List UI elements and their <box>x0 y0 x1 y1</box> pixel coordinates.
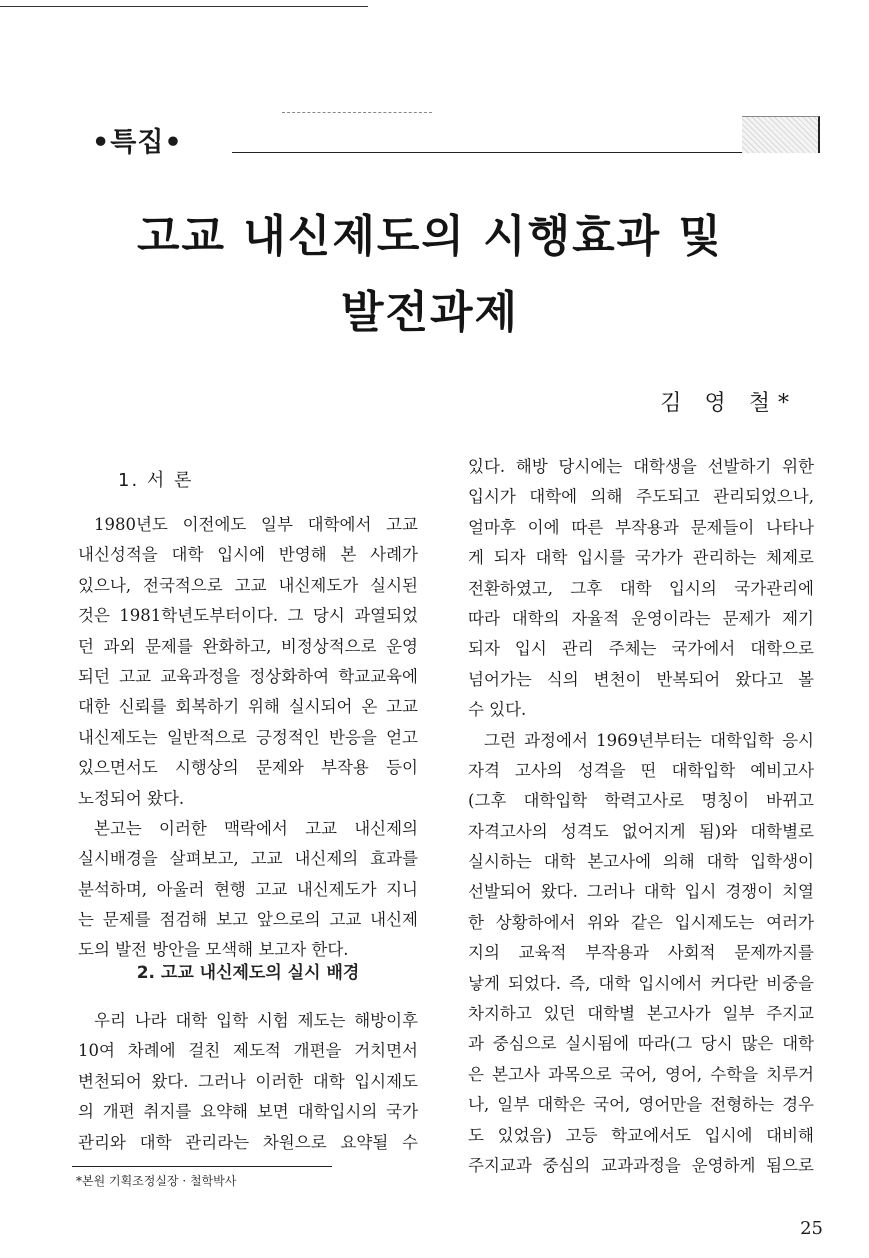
section-heading-background: 2. 고교 내신제도의 실시 배경 <box>136 963 360 983</box>
text-line: 도의 발전 방안을 모색해 보고자 한다. <box>78 940 349 960</box>
text-line: 있으나, 전국적으로 고교 내신제도가 실시된 <box>78 575 418 595</box>
text-line: 수 있다. <box>468 700 527 720</box>
text-line: 주지교과 중심의 교과과정을 운영하게 됨으로 <box>468 1155 814 1175</box>
text-line: 되자 입시 관리 주체는 국가에서 대학으로 <box>468 639 814 659</box>
text-line: 분석하며, 아울러 현행 고교 내신제도가 지니 <box>78 879 418 899</box>
text-line: 따라 대학의 자율적 운영이라는 문제가 제기 <box>468 608 814 628</box>
text-line: 나, 일부 대학은 국어, 영어만을 전형하는 경우 <box>468 1095 814 1115</box>
page-number: 25 <box>800 1218 823 1239</box>
text-line: 지의 교육적 부작용과 사회적 문제까지를 <box>468 943 814 963</box>
text-line: 변천되어 왔다. 그러나 이러한 대학 입시제도 <box>78 1071 418 1091</box>
section-tag: •특집• <box>92 127 183 158</box>
section-heading-introduction: 1. 서 론 <box>118 470 194 491</box>
text-line: 그런 과정에서 1969년부터는 대학입학 응시 <box>484 730 814 750</box>
text-line: 노정되어 왔다. <box>78 788 185 808</box>
section-tag-dashes <box>282 112 432 113</box>
text-line: 내신제도는 일반적으로 긍정적인 반응을 얻고 <box>78 727 418 747</box>
text-line: 본고는 이러한 맥락에서 고교 내신제의 <box>94 818 418 838</box>
footnote: *본원 기획조정실장 · 철학박사 <box>76 1174 237 1188</box>
right-column <box>468 452 814 1181</box>
text-line: 넘어가는 식의 변천이 반복되어 왔다고 볼 <box>468 669 814 689</box>
text-line: 것은 1981학년도부터이다. 그 당시 과열되었 <box>78 606 418 626</box>
text-line: 우리 나라 대학 입학 시험 제도는 해방이후 <box>94 1011 418 1030</box>
left-column-block1 <box>78 510 418 966</box>
text-line: 은 본고사 과목으로 국어, 영어, 수학을 치루거 <box>468 1064 814 1084</box>
text-line: 1980년도 이전에도 일부 대학에서 고교 <box>94 515 418 534</box>
text-line: 실시하는 대학 본고사에 의해 대학 입학생이 <box>468 852 814 872</box>
text-line: 입시가 대학에 의해 주도되고 관리되었으나, <box>468 487 814 507</box>
text-line: 한 상황하에서 위와 같은 입시제도는 여러가 <box>468 912 814 932</box>
text-line: 얼마후 이에 따른 부작용과 문제들이 나타나 <box>468 517 814 537</box>
text-line: 있다. 해방 당시에는 대학생을 선발하기 위한 <box>468 457 814 476</box>
article-title-line1: 고교 내신제도의 시행효과 및 <box>136 211 723 262</box>
text-line: 과 중심으로 실시됨에 따라(그 당시 많은 대학 <box>468 1034 814 1054</box>
text-line: 전환하였고, 그후 대학 입시의 국가관리에 <box>468 578 814 598</box>
text-line: 게 되자 대학 입시를 국가가 관리하는 체제로 <box>468 548 814 568</box>
text-line: (그후 대학입학 학력고사로 명칭이 바뀌고 <box>468 791 814 811</box>
text-line: 자격고사의 성격도 없어지게 됨)와 대학별로 <box>468 821 814 841</box>
text-line: 실시배경을 살펴보고, 고교 내신제의 효과를 <box>78 849 418 869</box>
text-line: 선발되어 왔다. 그러나 대학 입시 경쟁이 치열 <box>468 882 814 902</box>
footnote-rule <box>72 1166 332 1167</box>
article-title-line2: 발전과제 <box>340 287 519 338</box>
text-line: 도 있었음) 고등 학교에서도 입시에 대비해 <box>468 1125 814 1145</box>
text-line: 대한 신뢰를 회복하기 위해 실시되어 온 고교 <box>78 697 418 717</box>
text-line: 는 문제를 점검해 보고 앞으로의 고교 내신제 <box>78 910 418 930</box>
text-line: 차지하고 있던 대학별 본고사가 일부 주지교 <box>468 1004 814 1024</box>
text-line: 던 과외 문제를 완화하고, 비정상적으로 운영 <box>78 636 418 656</box>
text-line: 내신성적을 대학 입시에 반영해 본 사례가 <box>78 545 418 565</box>
top-rule <box>0 6 368 7</box>
text-line: 관리와 대학 관리라는 차원으로 요약될 수 <box>78 1132 418 1152</box>
text-line: 있으면서도 시행상의 문제와 부작용 등이 <box>78 758 418 778</box>
section-tag-box <box>742 116 820 153</box>
author-name: 김 영 철* <box>660 391 797 416</box>
section-tag-rule <box>232 152 818 153</box>
text-line: 자격 고사의 성격을 띤 대학입학 예비고사 <box>468 760 814 780</box>
text-line: 10여 차례에 걸친 제도적 개편을 거치면서 <box>78 1041 418 1061</box>
text-line: 의 개편 취지를 요약해 보면 대학입시의 국가 <box>78 1102 418 1122</box>
left-column-block2 <box>78 1006 418 1158</box>
text-line: 되던 고교 교육과정을 정상화하여 학교교육에 <box>78 666 418 686</box>
text-line: 낳게 되었다. 즉, 대학 입시에서 커다란 비중을 <box>468 973 814 993</box>
